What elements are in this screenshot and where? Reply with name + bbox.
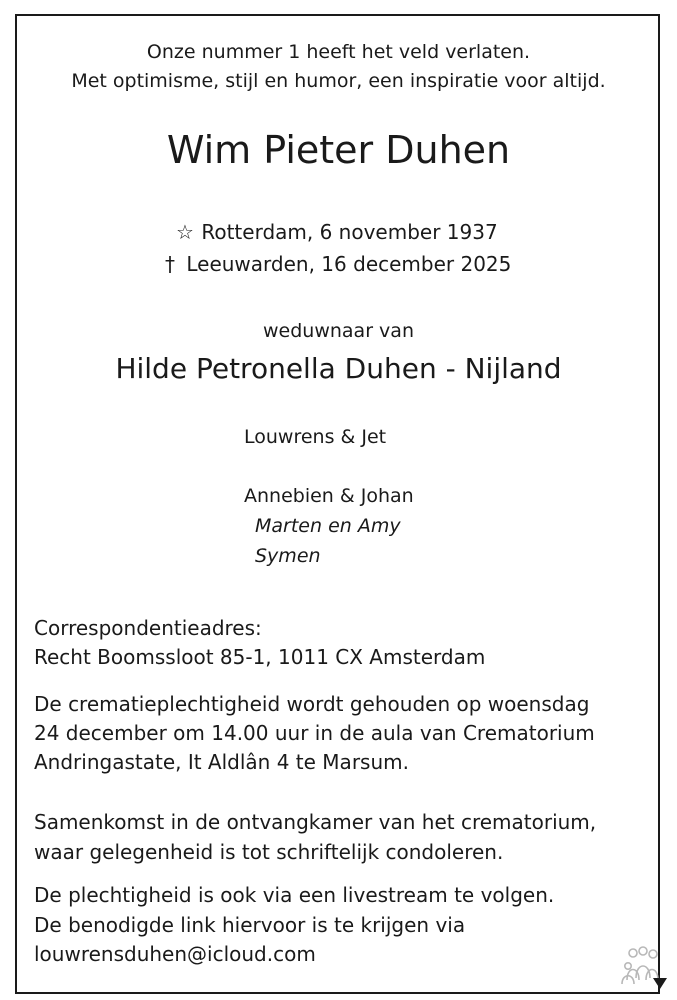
family-group-1: Louwrens & Jet: [244, 426, 387, 448]
grandchild-line-1: Marten en Amy: [255, 515, 401, 537]
ceremony-line-3: Andringastate, It Aldlân 4 te Marsum.: [34, 750, 409, 774]
motto-line-1: Onze nummer 1 heeft het veld verlaten.: [146, 41, 531, 63]
ceremony-line-2: 24 december om 14.00 uur in de aula van Crematorium: [34, 721, 595, 745]
death-text: Leeuwarden, 16 december 2025: [186, 252, 512, 276]
livestream-line-2: De benodigde link hiervoor is te krijgen via: [34, 913, 466, 937]
birth-line: [175, 217, 498, 247]
cross-icon: †: [165, 252, 175, 276]
gathering-line-2: waar gelegenheid is tot schriftelijk condoleren.: [34, 840, 504, 864]
death-line: [160, 249, 511, 279]
motto-line-2: Met optimisme, stijl en humor, een inspiratie voor altijd.: [71, 70, 606, 92]
livestream-email: louwrensduhen@icloud.com: [34, 942, 316, 966]
birth-text: Rotterdam, 6 november 1937: [201, 220, 498, 244]
correspondence-label: Correspondentieadres:: [34, 616, 262, 640]
down-arrow-icon[interactable]: [651, 975, 669, 991]
star-icon: ☆: [176, 220, 194, 244]
spouse-name: Hilde Petronella Duhen - Nijland: [115, 352, 562, 385]
grandchild-line-2: Symen: [255, 545, 321, 567]
livestream-line-1: De plechtigheid is ook via een livestream te volgen.: [34, 883, 555, 907]
family-group-2: Annebien & Johan: [244, 485, 414, 507]
correspondence-address: Recht Boomssloot 85-1, 1011 CX Amsterdam: [34, 645, 486, 669]
deceased-name: Wim Pieter Duhen: [166, 128, 511, 172]
ceremony-line-1: De crematieplechtigheid wordt gehouden op woensdag: [34, 692, 590, 716]
gathering-line-1: Samenkomst in de ontvangkamer van het crematorium,: [34, 810, 597, 834]
relation-label: weduwnaar van: [263, 320, 414, 342]
